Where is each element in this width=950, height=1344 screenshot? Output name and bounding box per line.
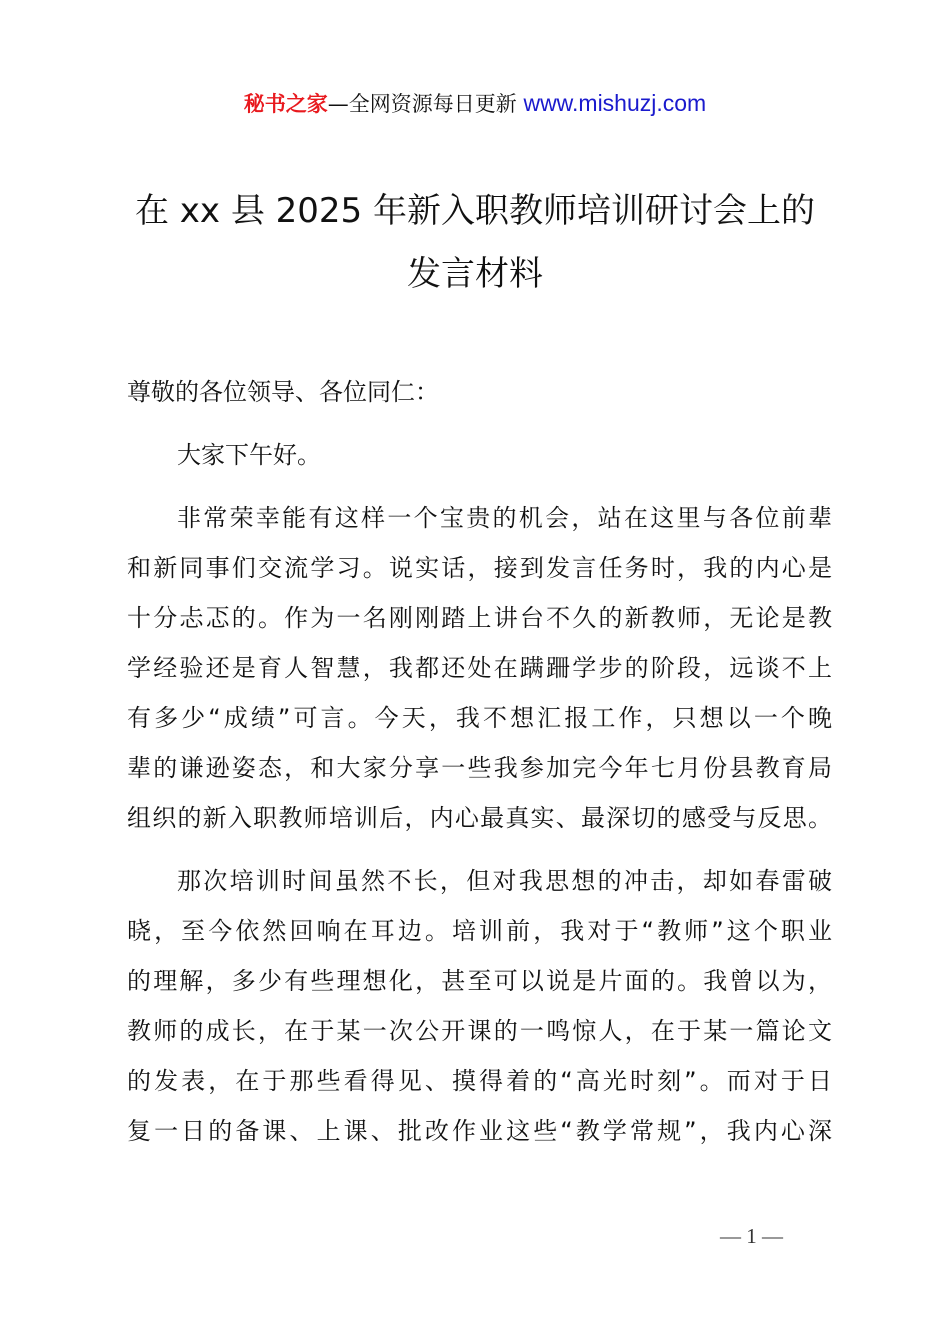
paragraph: [127, 500, 832, 850]
paragraph-line: 有多少“成绩”可言。今天，我不想汇报工作，只想以一个晚: [127, 704, 832, 732]
document-body: [127, 374, 832, 1176]
paragraph-line: 非常荣幸能有这样一个宝贵的机会，站在这里与各位前辈: [177, 504, 832, 532]
page-number: — 1 —: [720, 1224, 783, 1248]
brand-name: 秘书之家: [243, 92, 328, 116]
paragraph-line: 晓，至今依然回响在耳边。培训前，我对于“教师”这个职业: [127, 917, 832, 945]
banner-tagline: —全网资源每日更新: [327, 92, 524, 116]
paragraph-line: 辈的谦逊姿态，和大家分享一些我参加完今年七月份县教育局: [127, 754, 832, 782]
paragraph-line: 和新同事们交流学习。说实话，接到发言任务时，我的内心是: [127, 554, 832, 582]
paragraph: [127, 863, 832, 1163]
paragraph-line: 复一日的备课、上课、批改作业这些“教学常规”，我内心深: [127, 1117, 832, 1145]
salutation: 尊敬的各位领导、各位同仁：: [127, 378, 439, 406]
greeting: 大家下午好。: [177, 441, 321, 469]
paragraph-line: 组织的新入职教师培训后，内心最真实、最深切的感受与反思。: [127, 804, 832, 832]
paragraph-line: 的发表，在于那些看得见、摸得着的“高光时刻”。而对于日: [127, 1067, 832, 1095]
paragraph-line: 学经验还是育人智慧，我都还处在蹒跚学步的阶段，远谈不上: [127, 654, 832, 682]
paragraph-line: 教师的成长，在于某一次公开课的一鸣惊人，在于某一篇论文: [127, 1017, 832, 1045]
paragraph-line: 的理解，多少有些理想化，甚至可以说是片面的。我曾以为，: [127, 967, 832, 995]
site-url-link[interactable]: www.mishuzj.com: [523, 90, 707, 116]
document-title-line1: 在 xx 县 2025 年新入职教师培训研讨会上的: [135, 191, 815, 231]
paragraph-line: 十分忐忑的。作为一名刚刚踏上讲台不久的新教师，无论是教: [127, 604, 832, 632]
paragraph-line: 那次培训时间虽然不长，但对我思想的冲击，却如春雷破: [177, 867, 832, 895]
site-banner: [0, 88, 950, 118]
document-title-line2: 发言材料: [407, 254, 543, 294]
